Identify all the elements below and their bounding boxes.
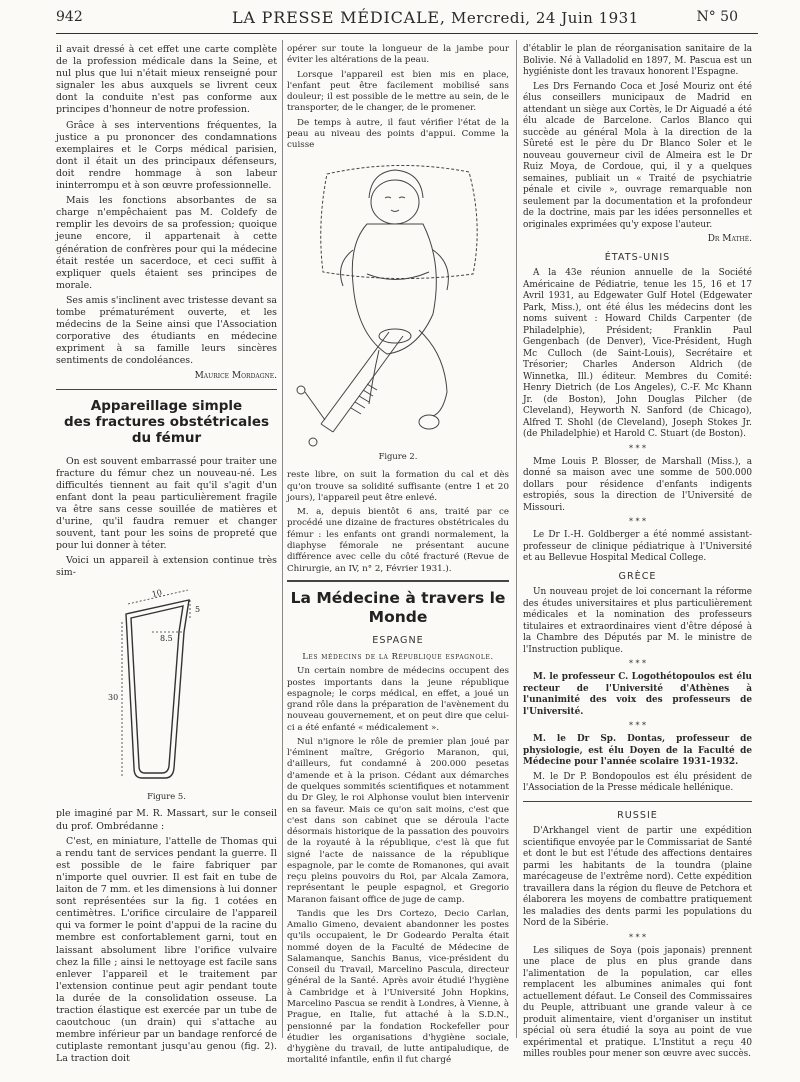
paragraph: Ses amis s'inclinent avec tristesse devant sa tombe prématurément ouverte, et les médecins de la Seine ainsi que l'Association corporative des étudiants en médecine expriment à sa famille leurs sincères sentiments de condoléances.: [56, 294, 277, 367]
figure-2: [287, 154, 509, 464]
dimension-label: 5: [195, 605, 201, 615]
paragraph: M. le professeur C. Logothétopoulos est élu recteur de l'Université d'Athènes à l'unanimité des voix des professeurs de l'Université.: [523, 672, 752, 717]
country-heading-grece: GRÈCE: [618, 570, 657, 582]
paragraph: Voici un appareil à extension continue très sim-: [56, 555, 277, 579]
dimension-label: 30: [108, 693, 119, 703]
separator-stars: * * *: [628, 932, 647, 942]
figure-5: [56, 582, 277, 802]
paragraph: M. le Dr Sp. Dontas, professeur de physiologie, est élu Doyen de la Faculté de Médecine pour l'année scolaire 1931-1932.: [523, 734, 752, 767]
paragraph: De temps à autre, il faut vérifier l'état de la peau au niveau des points d'appui. Comme la cuisse: [287, 117, 509, 151]
dimension-label: 10: [150, 588, 163, 600]
paragraph: Mme Louis P. Blosser, de Marshall (Miss.), a donné sa maison avec une somme de 500.000 dollars pour résidence d'enfants indigents estropiés, sous la direction de l'Université de Missouri.: [523, 456, 752, 513]
paragraph: d'établir le plan de réorganisation sanitaire de la Bolivie. Né à Valladolid en 1897, M. Pascua est un hygiéniste dont les travaux honorent l'Espagne.: [523, 44, 752, 77]
issue-number: N° 50: [696, 9, 738, 25]
section-rule: [287, 580, 509, 582]
paragraph: Les siliques de Soya (pois japonais) prennent une place de plus en plus grande dans l'alimentation de la population, car elles remplacent les albumines animales qui font actuellement défaut. Le Conseil des Commissaires du Peuple, attribuant une grande valeur à ce produit alimentaire, vient d'organiser un institut spécial où sera étudié la soya au point de vue expérimental et pratique. L'Institut a reçu 40 milles roubles pour mener son œuvre avec succès.: [523, 945, 752, 1059]
country-heading-usa: ÉTATS-UNIS: [604, 251, 671, 263]
paragraph: Grâce à ses interventions fréquentes, la justice a pu prononcer des condamnations exemplaires et le Corps médical parisien, dont il était un des principaux défenseurs, doit rendre hommage à son labeur ininterrompu et à son œuvre professionnelle.: [56, 119, 277, 192]
paragraph: D'Arkhangel vient de partir une expédition scientifique envoyée par le Commissariat de Santé et dont le but est l'étude des affections dentaires parmi les habitants de la toundra (plaine marécageuse de l'extrême nord). Cette expédition travaillera dans la région du fleuve de Petchora et élaborera les moyens de combattre pratiquement les maladies des dents parmi les populations du Nord de la Sibérie.: [523, 826, 752, 928]
paragraph: A la 43e réunion annuelle de la Société Américaine de Pédiatrie, tenue les 15, 16 et 17 Avril 1931, au Edgewater Gulf Hotel (Edgewater Park, Miss.), ont été élus les médecins dont les noms suivent : Howard Childs Carpenter (de Philadelphie), Président; Franklin Paul Gengenbach (de Denver), Vice-Président, Hugh Mc Culloch (de Saint-Louis), Secrétaire et Trésorier; Charles Anderson Aldrich (de Winnetka, Ill.) éditeur. Membres du Comité: Henry Dietrich (de Los Angeles), C.-F. Mc Khann Jr. (de Boston), John Douglas Pilcher (de Cleveland), Heyworth N. Sanford (de Chicago), Alfred T. Shohl (de Cleveland), Joseph Stokes Jr. (de Philadelphie) et Harold C. Stuart (de Boston).: [523, 268, 752, 439]
column-3: [523, 44, 752, 1064]
separator-stars: * * *: [628, 659, 647, 668]
column-1: [56, 44, 277, 1068]
issue-date: Mercredi, 24 Juin 1931: [451, 9, 639, 27]
paragraph: Tandis que les Drs Cortezo, Decio Carlan, Amalio Gimeno, devaient abandonner les postes qu'ils occupaient, le Dr Godeardo Peralta était nommé doyen de la Faculté de Médecine de Salamanque, Sanchis Banus, vice-président du Conseil du Travail, Marcelino Pascula, directeur général de la Santé. Après avoir étudié l'hygiène à Cambridge et à l'Université John Hopkins, Marcelino Pascua se rendit à Londres, à Vienne, à Prague, en Italie, fut attaché à la S.D.N., pensionné par la fondation Rockefeller pour étudier les organisations d'hygiène sociale, d'hygiène du travail, de lutte antipaludique, de mortalité infantile, enfin il fut chargé: [287, 908, 509, 1066]
country-heading-russie: RUSSIE: [617, 809, 658, 821]
paragraph: Les Drs Fernando Coca et José Mouriz ont été élus conseillers municipaux de Madrid en attendant un siège aux Cortès, le Dr Aiguadé a été élu alcade de Barcelone. Carlos Blanco qui succède au général Mola à la direction de la Sûreté est le père du Dr Blanco Soler et le nouveau gouverneur civil de Almeira est le Dr Ruiz Moya, de Cordoue, qui, il y a quelques semaines, publiait un « Traité de psychiatrie pénale et civile », ouvrage remarquable non seulement par la documentation et la profondeur de la doctrine, mais par les idées personnelles et originales exprimées qu'y expose l'auteur.: [523, 81, 752, 230]
subheading: Les médecins de la République espagnole.: [302, 651, 494, 662]
country-heading-espagne: ESPAGNE: [372, 634, 424, 646]
separator-stars: * * *: [628, 721, 647, 730]
paragraph: Mais les fonctions absorbantes de sa charge n'empêchaient pas M. Coldefy de remplir les devoirs de sa profession; quoique jeune encore, il appartenait à cette génération de confrères pour qui la médecine était restée un sacerdoce, et ceci suffit à expliquer quels étaient ses principes de morale.: [56, 195, 277, 291]
column-divider: [282, 40, 283, 1038]
paragraph: ple imaginé par M. R. Massart, sur le conseil du prof. Ombrédanne :: [56, 808, 277, 832]
figure-caption: Figure 5.: [147, 791, 186, 802]
paragraph: C'est, en miniature, l'attelle de Thomas qui a rendu tant de services pendant la guerre. Il est possible de le faire fabriquer par n'importe quel ouvrier. Il est fait en tube de laiton de 7 mm. et les dimensions à lui donner sont représentées sur la fig. 1 cotées en centimètres. L'orifice circulaire de l'appareil qui va former le point d'appui de la racine du membre est confortablement garni, tout en laissant absolument libre l'orifice vulvaire chez la fille ; ainsi le nettoyage est facile sans enlever l'appareil et le traitement par l'extension continue peut agir pendant toute la durée de la consolidation osseuse. La traction élastique est exercée par un tube de caoutchouc (un drain) qui s'attache au membre inférieur par un bandage renforcé de cutiplaste remontant jusqu'au genou (fig. 2). La traction doit: [56, 835, 277, 1065]
author-signature: Dr Mathé.: [707, 234, 752, 244]
article-title: [56, 398, 277, 446]
paragraph: Lorsque l'appareil est bien mis en place, l'enfant peut être facilement mobilisé sans douleur; il est possible de le mettre au sein, de le transporter, de le changer, de le promener.: [287, 69, 509, 114]
masthead: [232, 8, 639, 27]
paragraph: M. a, depuis bientôt 6 ans, traité par ce procédé une dizaine de fractures obstétricales du fémur : les enfants ont grandi normalement, la diaphyse fémorale ne présentant aucune différence avec celle du côté fracturé (Revue de Chirurgie, an IV, n° 2, Février 1931.).: [287, 507, 509, 574]
section-rule: [56, 389, 277, 390]
paragraph: reste libre, on suit la formation du cal et dès qu'on trouve sa solidité suffisante (entre 1 et 20 jours), l'appareil peut être enlevé.: [287, 470, 509, 503]
splint-diagram: [56, 582, 277, 790]
paragraph: il avait dressé à cet effet une carte complète de la profession médicale dans la Seine, et nul plus que lui n'était mieux renseigné pour signaler les abus auxquels se livrent ceux dont la conduite n'est pas conforme aux principes d'honneur de notre profession.: [56, 44, 277, 116]
section-rule: [523, 801, 752, 802]
header-rule: [56, 33, 758, 34]
paragraph: Un nouveau projet de loi concernant la réforme des études universitaires et plus particulièrement médicales et la nomination des professeurs titulaires et extraordinaires vient d'être déposé à la Chambre des Députés par M. le ministre de l'Instruction publique.: [523, 587, 752, 655]
separator-stars: * * *: [628, 443, 647, 453]
paragraph: Un certain nombre de médecins occupent des postes importants dans la jeune république espagnole; le corps médical, en effet, a joué un grand rôle dans la préparation de l'avènement du nouveau gouvernement, et on peut dire que celui-ci a été enfanté « médicalement ».: [287, 666, 509, 733]
separator-stars: * * *: [628, 517, 647, 526]
column-2: [287, 44, 509, 1070]
page-number: 942: [56, 9, 83, 25]
publication-name: LA PRESSE MÉDICALE,: [232, 8, 446, 27]
paragraph: Nul n'ignore le rôle de premier plan joué par l'éminent maître, Grégorio Maranon, qui, d'ailleurs, fut condamné à 200.000 pesetas d'amende et à la prison. Cédant aux démarches de quelques sommités scientifiques et notamment du Dr Gley, le roi Alphonse voulut bien intervenir en sa faveur. Mais ce qu'on sait moins, c'est que c'est dans son cabinet que se déroula l'acte désormais historique de la passation des pouvoirs de la royauté à la république, c'est là que fut signé l'acte de naissance de la république espagnole, par le comte de Romanones, qui avait reçu pleins pouvoirs du Roi, par Alcala Zamora, représentant le peuple espagnol, et Gregorio Maranon faisant office de juge de camp.: [287, 736, 509, 905]
infant-splint-illustration: [287, 154, 509, 448]
author-signature: Maurice Mordagne.: [194, 371, 277, 382]
paragraph: Le Dr I.-H. Goldberger a été nommé assistant-professeur de clinique pédiatrique à l'Université et au Bellevue Hospital Medical College.: [523, 530, 752, 563]
paragraph: opérer sur toute la longueur de la jambe pour éviter les altérations de la peau.: [287, 44, 509, 66]
article-title-line-1: Appareillage simple: [90, 397, 243, 414]
paragraph: On est souvent embarrassé pour traiter une fracture du fémur chez un nouveau-né. Les difficultés tiennent au fait qu'il s'agit d'un enfant dont la peau particulièrement fragile va être sans cesse souillée de matières et d'urine, qu'il faudra remuer et changer souvent, tant pour les soins de propreté que pour lui donner à téter.: [56, 455, 277, 552]
column-divider: [516, 40, 517, 1038]
paragraph: M. le Dr P. Bondopoulos est élu président de l'Association de la Presse médicale hellénique.: [523, 771, 752, 793]
section-title: La Médecine à travers le Monde: [290, 588, 506, 626]
dimension-label: 8.5: [160, 634, 173, 644]
article-title-line-2: des fractures obstétricales du fémur: [63, 413, 270, 446]
figure-caption: Figure 2.: [378, 451, 418, 462]
